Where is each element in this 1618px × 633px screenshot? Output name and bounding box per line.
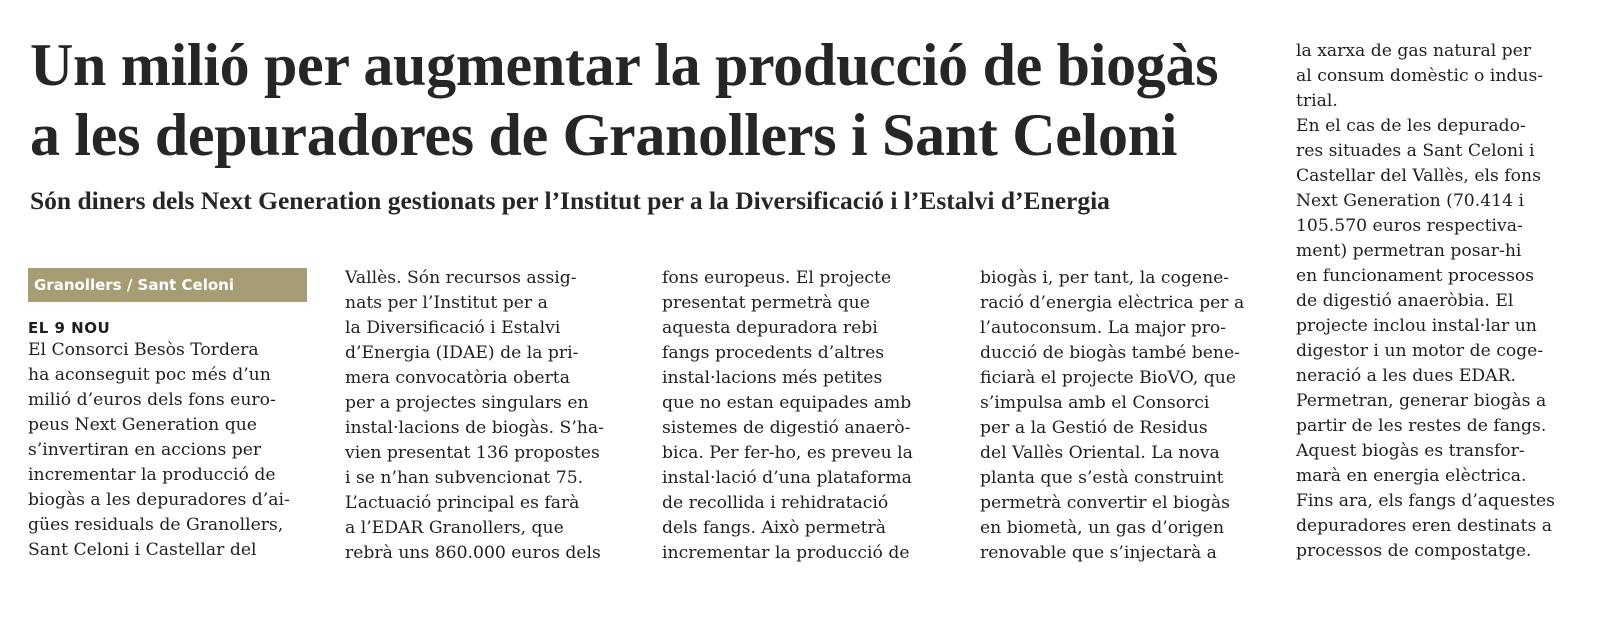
body-column-3: fons europeus. El projecte presentat permetrà que aquesta depuradora rebi fangs procedents d’altres instal·lacions més petites que no estan equipades amb sistemes de digestió anaerò- bica. Per fer-ho, es preveu la instal·lació d’una plataforma de recollida i rehidratació dels fangs. Això permetrà incrementar la producció de xyxy=(662,268,913,563)
article-subtitle: Són diners dels Next Generation gestionats per l’Institut per a la Diversificació i l’Estalvi d’Energia xyxy=(30,186,1110,215)
body-column-5: la xarxa de gas natural per al consum domèstic o indus- trial. En el cas de les depurado- res situades a Sant Celoni i Castellar del Vallès, els fons Next Generation (70.414 i 105.570 euros respectiva- ment) permetran posar-hi en funcionament processos de digestió anaeròbia. El projecte inclou instal·lar un digestor i un motor de coge- neració a les dues EDAR. Permetran, generar biogàs a partir de les restes de fangs. Aquest biogàs es transfor- marà en energia elèctrica. Fins ara, els fangs d’aquestes depuradores eren destinats a processos de compostatge. xyxy=(1296,41,1556,561)
body-column-1: El Consorci Besòs Tordera ha aconseguit poc més d’un milió d’euros dels fons euro- peus Next Generation que s’invertiran en accions per incrementar la producció de biogàs a les depuradores d’ai- gües residuals de Granollers, Sant Celoni i Castellar del xyxy=(28,340,290,560)
byline: EL 9 NOU xyxy=(28,319,111,337)
article-headline: Un milió per augmentar la producció de biogàs a les depuradores de Granollers i Sant Celoni xyxy=(30,32,1219,168)
section-label: Granollers / Sant Celoni xyxy=(28,268,307,302)
body-column-4: biogàs i, per tant, la cogene- ració d’energia elèctrica per a l’autoconsum. La major pro- ducció de biogàs també bene- ficiarà el projecte BioVO, que s’impulsa amb el Consorci per a la Gestió de Residus del Vallès Oriental. La nova planta que s’està construint permetrà convertir el biogàs en biometà, un gas d’origen renovable que s’injectarà a xyxy=(980,268,1245,563)
body-column-2: Vallès. Són recursos assig- nats per l’Institut per a la Diversificació i Estalvi d’Energia (IDAE) de la pri- mera convocatòria oberta per a projectes singulars en instal·lacions de biogàs. S’ha- vien presentat 136 propostes i se n’han subvencionat 75. L’actuació principal es farà a l’EDAR Granollers, que rebrà uns 860.000 euros dels xyxy=(345,268,604,563)
